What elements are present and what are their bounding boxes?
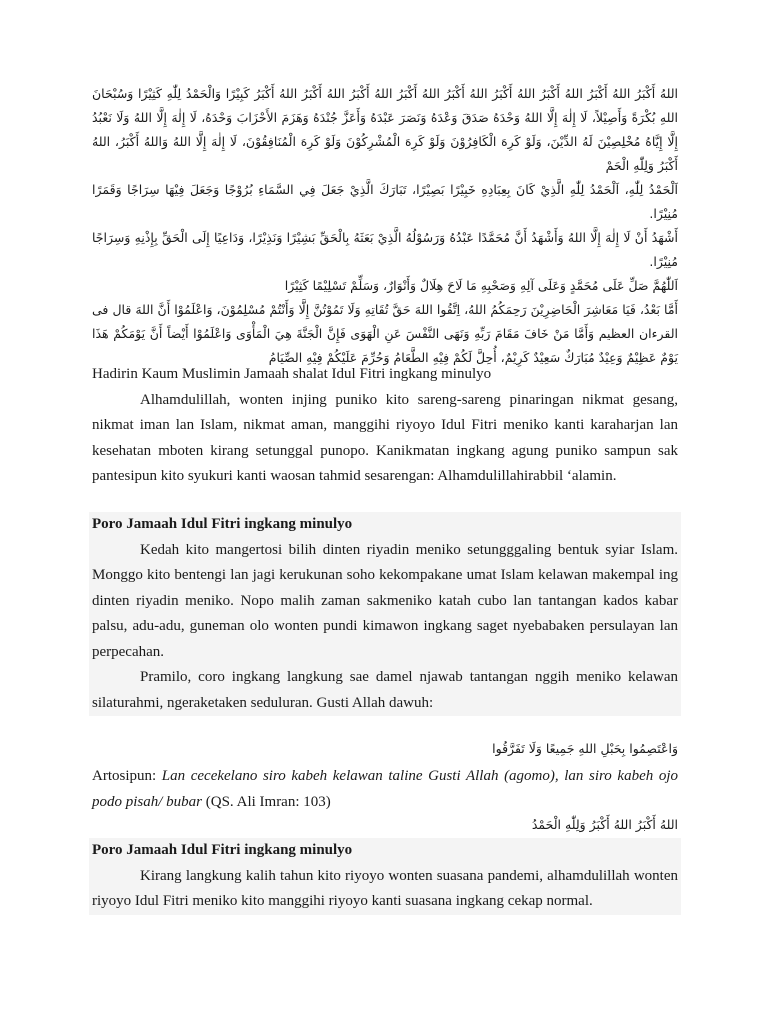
section-hadirin bbox=[92, 362, 678, 490]
section-heading: Poro Jamaah Idul Fitri ingkang minulyo bbox=[92, 842, 353, 858]
translation bbox=[92, 764, 678, 815]
arabic-sholawat-paragraph: اَللّٰهُمَّ صَلِّ عَلَى مُحَمَّدٍ وَعَلَى آلِهِ وَصَحْبِهِ مَا لَاحَ هِلَالٌ وَأَنْوَارٌ، وَسَلِّمْ تَسْلِيْمًا كَثِيْرًا bbox=[284, 278, 678, 293]
arabic-opening bbox=[92, 82, 678, 370]
section-heading: Hadirin Kaum Muslimin Jamaah shalat Idul Fitri ingkang minulyo bbox=[92, 366, 492, 382]
arabic-syahadat-paragraph: أَشْهَدُ أَنْ لَا إِلٰهَ إِلَّا اللهُ وَأَشْهَدُ أَنَّ مُحَمَّدًا عَبْدُهُ وَرَسُوْلُهُ الَّذِيْ بَعَثَهُ بِالْحَقِّ بَشِيْرًا وَنَذِيْرًا، وَدَاعِيًا إِلَى الْحَقِّ بِإِذْنِهِ وَسِرَاجًا مُنِيْرًا. bbox=[92, 230, 678, 269]
section-heading: Poro Jamaah Idul Fitri ingkang minulyo bbox=[92, 516, 353, 532]
quran-verse: وَاعْتَصِمُوا بِحَبْلِ اللهِ جَمِيعًا وَلَا تَفَرَّقُوا bbox=[492, 741, 678, 756]
translation-prefix: Artosipun: bbox=[92, 768, 162, 784]
arabic-takbir-paragraph: اللهُ أَكْبَرُ اللهُ أَكْبَرُ اللهُ أَكْبَرُ اللهُ أَكْبَرُ اللهُ أَكْبَرُ اللهُ أَكْبَرُ اللهُ أَكْبَرُ اللهُ أَكْبَرُ اللهُ أَكْبَرُ كَبِيْرًا وَالْحَمْدُ لِلّٰهِ كَثِيْرًا وَسُبْحَانَ اللهِ بُكْرَةً وَأَصِيْلاً، لَا إِلٰهَ إِلَّا اللهُ وَحْدَهُ صَدَقَ وَعْدَهُ وَنَصَرَ عَبْدَهُ وَأَعَزَّ جُنْدَهُ وَهَزَمَ الأَحْزَابَ وَحْدَهُ، لَا إِلٰهَ إِلَّا اللهُ وَلَا نَعْبُدُ إِلَّا إِيَّاهُ مُخْلِصِيْنَ لَهُ الدِّيْنَ، وَلَوْ كَرِهَ الْكَافِرُوْنَ وَلَوْ كَرِهَ الْمُشْرِكُوْنَ وَلَوْ كَرِهَ الْمُنَافِقُوْنَ، لَا إِلٰهَ إِلَّا اللهُ وَاللهُ أَكْبَرُ، اللهُ أَكْبَرُ وَلِلّٰهِ الْحَمْ bbox=[92, 86, 678, 173]
arabic-hamdalah-paragraph: اَلْحَمْدُ لِلّٰهِ، اَلْحَمْدُ لِلّٰهِ الَّذِيْ كَانَ بِعِبَادِهِ خَبِيْرًا بَصِيْرًا، تَبَارَكَ الَّذِيْ جَعَلَ فِي السَّمَاءِ بُرُوْجًا وَجَعَلَ فِيْهَا سِرَاجًا وَقَمَرًا مُنِيْرًا. bbox=[92, 182, 678, 221]
section-jamaah-1 bbox=[89, 512, 681, 716]
takbir-short: اللهُ أَكْبَرُ اللهُ أَكْبَرُ وَلِلّٰهِ الْحَمْدُ bbox=[531, 817, 678, 832]
section-paragraph: Kedah kito mangertosi bilih dinten riyadin meniko setungggaling bentuk syiar Islam. Monggo kito bentengi lan jagi kerukunan soho kekompakane umat Islam kelawan makempal ing dinten riyadin meniko. Nopo malih zaman sakmeniko katah cubo lan tantangan kados kabar palsu, adu-adu, guneman olo wonten pundi kimawon ingkang saget nyebabaken persulayan lan perpecahan. bbox=[92, 541, 678, 660]
section-paragraph: Kirang langkung kalih tahun kito riyoyo wonten suasana pandemi, alhamdulillah wonten riyoyo Idul Fitri meniko kito manggihi riyoyo kanti suasana ingkang cekap normal. bbox=[92, 867, 678, 909]
arabic-wasiat-paragraph: أَمَّا بَعْدُ، فَيَا مَعَاشِرَ الْحَاضِرِيْنَ رَحِمَكُمُ اللهُ، اِتَّقُوا اللهَ حَقَّ تُقَاتِهِ وَلَا تَمُوْتُنَّ إِلَّا وَأَنْتُمْ مُسْلِمُوْنَ، وَاعْلَمُوْا أَنَّ اللهَ قال فى القرءان العظيم وَأَمَّا مَنْ خَافَ مَقَامَ رَبِّهِ وَنَهَى النَّفْسَ عَنِ الْهَوَى فَإِنَّ الْجَنَّةَ هِيَ الْمَأْوَى وَاعْلَمُوْا أَيْضاً أَنَّ يَوْمَكُمْ هَذَا يَوْمٌ عَظِيْمٌ وَعِيْدٌ مُبَارَكٌ سَعِيْدٌ كَرِيْمٌ، أُحِلَّ لَكُمْ فِيْهِ الطَّعَامُ وَحُرِّمَ عَلَيْكُمْ فِيْهِ الصِّيَامُ bbox=[92, 302, 678, 365]
section-paragraph: Alhamdulillah, wonten injing puniko kito sareng-sareng pinaringan nikmat gesang, nikmat iman lan Islam, nikmat aman, manggihi riyoyo Idul Fitri meniko kanti karaharjan lan kesehatan mboten kirang setunggal punopo. Kanikmatan ingkang agung puniko sampun sak pantesipun kito syukuri kanti waosan tahmid sesarengan: Alhamdulillahirabbil ‘alamin. bbox=[92, 391, 678, 484]
section-jamaah-2 bbox=[89, 838, 681, 915]
translation-reference: (QS. Ali Imran: 103) bbox=[202, 793, 331, 810]
translation-text: Lan cecekelano siro kabeh kelawan taline Gusti Allah (agomo), lan siro kabeh ojo podo pisah/ bubar bbox=[92, 768, 678, 810]
section-paragraph: Pramilo, coro ingkang langkung sae damel njawab tantangan nggih meniko kelawan silaturahmi, ngeraketaken seduluran. Gusti Allah dawuh: bbox=[92, 669, 678, 711]
